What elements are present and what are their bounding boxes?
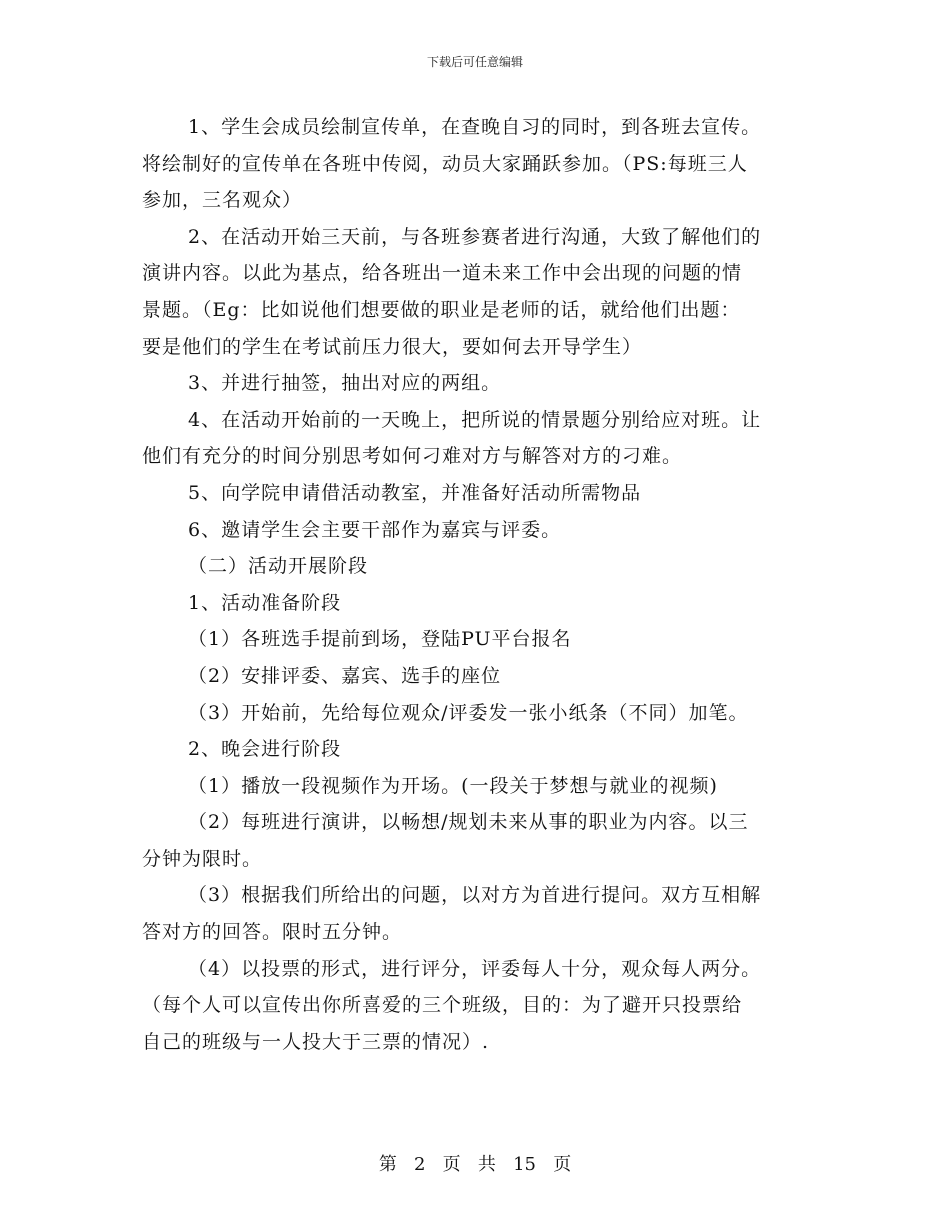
list-item-speeches-cont xyxy=(142,841,810,878)
text-line: 1、学生会成员绘制宣传单，在查晚自习的同时，到各班去宣传。 xyxy=(188,116,762,138)
text-line: （1）播放一段视频作为开场。(一段关于梦想与就业的视频) xyxy=(188,774,718,797)
text-line: 2、在活动开始三天前，与各班参赛者进行沟通，大致了解他们的 xyxy=(188,225,762,248)
text-line: 分钟为限时。 xyxy=(142,847,263,870)
paragraph-invite-judges xyxy=(142,512,810,549)
list-item-opening-video xyxy=(142,768,810,805)
list-item-questions-cont xyxy=(142,914,810,951)
list-item-seating xyxy=(142,658,810,695)
list-item-paper-slips xyxy=(142,695,810,732)
header-text: 下载后可任意编辑 xyxy=(426,55,523,69)
text-line: （3）开始前，先给每位观众/评委发一张小纸条（不同）加笔。 xyxy=(188,701,749,724)
text-line: 5、向学院申请借活动教室，并准备好活动所需物品 xyxy=(188,481,642,504)
text-line: 他们有充分的时间分别思考如何刁难对方与解答对方的刁难。 xyxy=(142,445,683,468)
total-page-count: 15 xyxy=(513,1154,536,1175)
list-item-questions xyxy=(142,877,810,914)
text-line: 要是他们的学生在考试前压力很大，要如何去开导学生） xyxy=(142,335,643,358)
subheading-preparation-stage xyxy=(142,585,810,622)
text-line: 4、在活动开始前的一天晚上，把所说的情景题分别给应对班。让 xyxy=(188,408,762,431)
text-line: 参加，三名观众） xyxy=(142,189,303,212)
paragraph-distribute-questions-cont xyxy=(142,438,810,475)
text-line: （每个人可以宣传出你所喜爱的三个班级，目的：为了避开只投票给 xyxy=(142,994,743,1017)
list-item-voting xyxy=(142,951,810,988)
paragraph-distribute-questions xyxy=(142,402,810,439)
text-line: （二）活动开展阶段 xyxy=(188,555,369,578)
text-line: （1）各班选手提前到场，登陆PU平台报名 xyxy=(188,628,572,651)
paragraph-promotion xyxy=(142,109,810,146)
list-item-voting-cont xyxy=(142,987,810,1060)
list-item-speeches xyxy=(142,804,810,841)
paragraph-promotion-cont xyxy=(142,146,810,219)
page-footer xyxy=(0,1153,950,1177)
text-line: 答对方的回答。限时五分钟。 xyxy=(142,921,403,944)
document-body xyxy=(142,109,810,1060)
section-heading-activity-stage xyxy=(142,548,810,585)
text-line: 演讲内容。以此为基点，给各班出一道未来工作中会出现的问题的情 xyxy=(142,262,743,285)
list-item-arrive-early xyxy=(142,621,810,658)
current-page-number: 2 xyxy=(414,1154,426,1175)
text-line: 自己的班级与一人投大于三票的情况）. xyxy=(142,1030,490,1053)
text-line: （2）每班进行演讲，以畅想/规划未来从事的职业为内容。以三 xyxy=(188,811,749,834)
text-line: （4）以投票的形式，进行评分，评委每人十分，观众每人两分。 xyxy=(188,957,762,980)
text-line: 1、活动准备阶段 xyxy=(188,591,342,614)
text-line: 将绘制好的宣传单在各班中传阅，动员大家踊跃参加。（PS:每班三人 xyxy=(142,152,748,175)
text-line: （3）根据我们所给出的问题，以对方为首进行提问。双方互相解 xyxy=(188,884,762,907)
text-line: 3、并进行抽签，抽出对应的两组。 xyxy=(188,372,502,395)
paragraph-communication xyxy=(142,219,810,256)
footer-page-word: 页 xyxy=(442,1154,461,1175)
subheading-evening-stage xyxy=(142,731,810,768)
text-line: （2）安排评委、嘉宾、选手的座位 xyxy=(188,664,502,687)
footer-suffix: 页 xyxy=(553,1154,572,1175)
text-line: 6、邀请学生会主要干部作为嘉宾与评委。 xyxy=(188,518,562,541)
paragraph-book-classroom xyxy=(142,475,810,512)
text-line: 2、晚会进行阶段 xyxy=(188,738,342,761)
page-header xyxy=(0,54,950,70)
footer-prefix: 第 xyxy=(378,1154,397,1175)
text-line: 景题。（Eg：比如说他们想要做的职业是老师的话，就给他们出题： xyxy=(142,298,741,321)
paragraph-communication-cont xyxy=(142,255,810,365)
paragraph-draw-lots xyxy=(142,365,810,402)
footer-total-word: 共 xyxy=(477,1154,496,1175)
